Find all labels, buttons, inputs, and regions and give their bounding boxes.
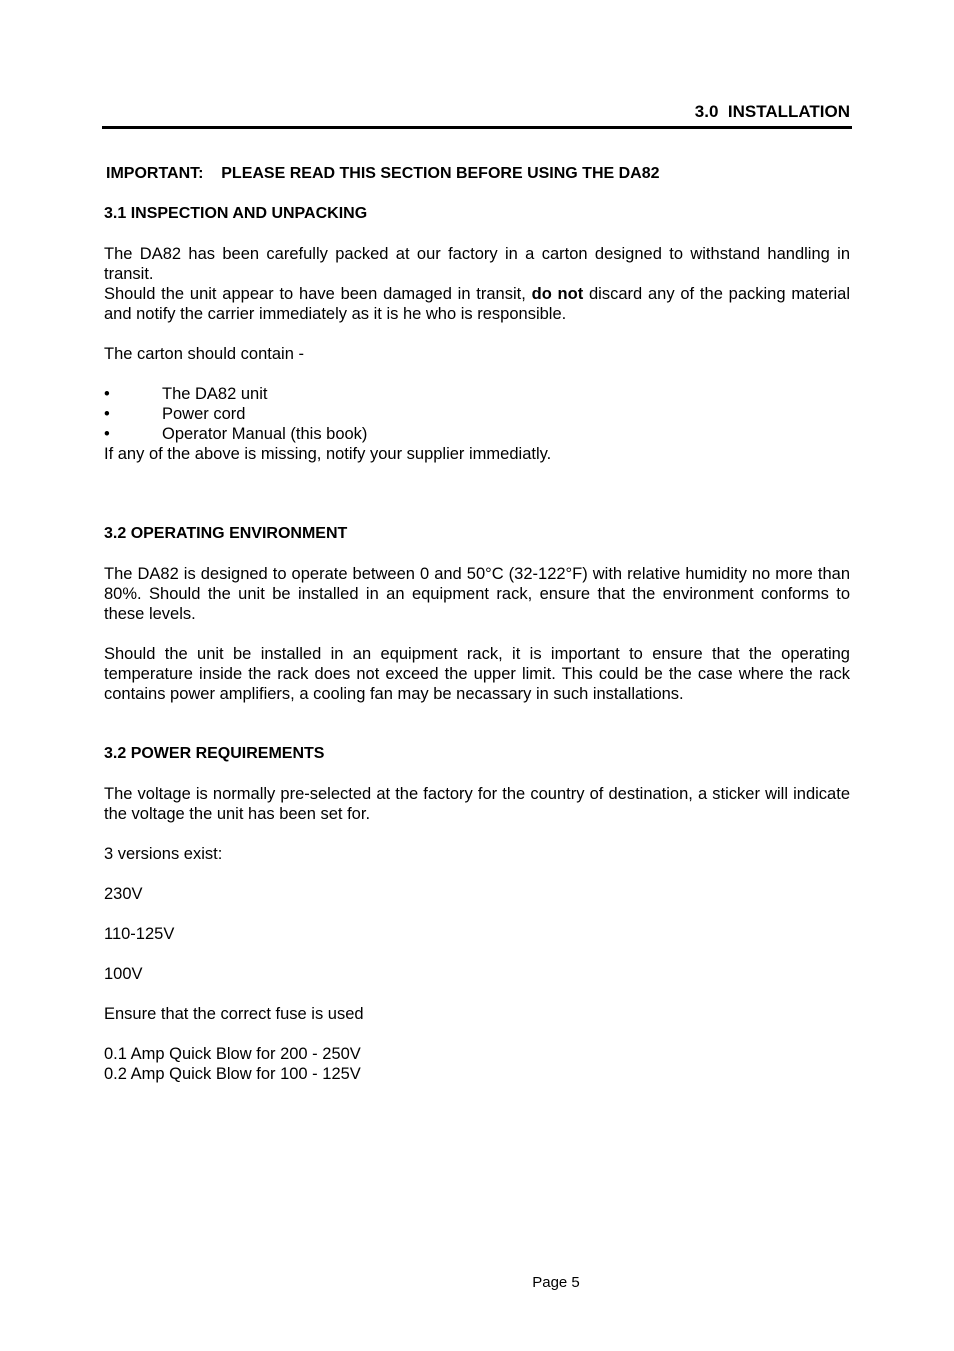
- text: Should the unit appear to have been damaged in transit,: [104, 285, 532, 303]
- list-item-text: Operator Manual (this book): [162, 425, 368, 443]
- bullet-icon: •: [104, 425, 110, 443]
- chapter-title: 3.0 INSTALLATION: [694, 102, 850, 121]
- text: discard any of the packing material and notify the carrier immediately as it is he who is responsible.: [104, 285, 851, 323]
- page-number: [0, 1273, 954, 1293]
- emphasis-text: do not: [531, 285, 584, 303]
- important-notice: IMPORTANT: PLEASE READ THIS SECTION BEFORE USING THE DA82: [106, 165, 660, 182]
- paragraph: 3 versions exist:: [104, 845, 223, 863]
- page-number-text: Page 5: [532, 1274, 580, 1291]
- list-item: [104, 384, 850, 404]
- paragraph: Ensure that the correct fuse is used: [104, 1005, 364, 1023]
- page-content: [104, 164, 850, 1084]
- voltage-version: 110-125V: [104, 925, 175, 943]
- voltage-version: 100V: [104, 965, 143, 983]
- list-item-text: Power cord: [162, 405, 246, 423]
- paragraph: Should the unit be installed in an equipment rack, it is important to ensure that the operating temperature inside the rack does not exceed the upper limit. This could be the case where the rack contains power amplifiers, a cooling fan may be necassary in such installations.: [104, 645, 850, 703]
- paragraph: The DA82 is designed to operate between 0 and 50°C (32-122°F) with relative humidity no more than 80%. Should the unit be installed in an equipment rack, ensure that the environment conforms to these levels.: [104, 565, 850, 623]
- paragraph: The voltage is normally pre-selected at the factory for the country of destination, a sticker will indicate the voltage the unit has been set for.: [104, 785, 850, 823]
- carton-contents-list: [104, 384, 850, 444]
- page-header: [102, 100, 852, 129]
- list-item-text: The DA82 unit: [162, 385, 268, 403]
- section-heading-inspection: 3.1 INSPECTION AND UNPACKING: [104, 205, 368, 222]
- section-heading-power: 3.2 POWER REQUIREMENTS: [104, 745, 325, 762]
- paragraph: If any of the above is missing, notify your supplier immediatly.: [104, 445, 552, 463]
- paragraph: The DA82 has been carefully packed at our factory in a carton designed to withstand handling in transit.: [104, 245, 850, 283]
- list-item: [104, 404, 850, 424]
- list-item: [104, 424, 850, 444]
- fuse-spec: 0.2 Amp Quick Blow for 100 - 125V: [104, 1065, 361, 1083]
- voltage-version: 230V: [104, 885, 143, 903]
- fuse-spec: 0.1 Amp Quick Blow for 200 - 250V: [104, 1045, 361, 1063]
- bullet-icon: •: [104, 405, 110, 423]
- bullet-icon: •: [104, 385, 110, 403]
- section-heading-environment: 3.2 OPERATING ENVIRONMENT: [104, 525, 348, 542]
- paragraph: The carton should contain -: [104, 345, 304, 363]
- paragraph: [104, 284, 850, 324]
